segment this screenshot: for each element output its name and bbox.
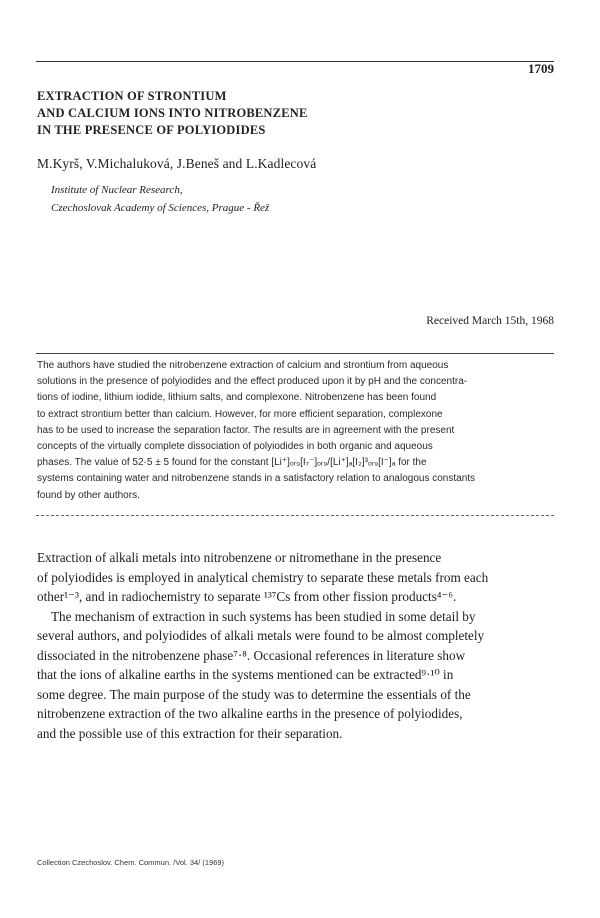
body-line: dissociated in the nitrobenzene phase⁷·⁸. Occasional references in literature show [37, 647, 466, 663]
abstract-top-rule [36, 353, 554, 354]
body-line: The mechanism of extraction in such systems has been studied in some detail by [51, 608, 476, 624]
title-line: IN THE PRESENCE OF POLYIODIDES [37, 123, 266, 137]
abstract-line: to extract strontium better than calcium. However, for more efficient separation, complexone [37, 408, 443, 420]
abstract-line: The authors have studied the nitrobenzene extraction of calcium and strontium from aqueous [37, 360, 449, 371]
header-rule [36, 61, 554, 62]
abstract-line: tions of iodine, lithium iodide, lithium salts, and complexone. Nitrobenzene has been found [37, 392, 437, 404]
abstract-line: systems containing water and nitrobenzene stands in a satisfactory relation to analogous constants [37, 473, 476, 485]
abstract [37, 358, 553, 504]
affiliation-line: Czechoslovak Academy of Sciences, Prague - Řež [51, 202, 270, 214]
body-line: some degree. The main purpose of the study was to determine the essentials of the [37, 686, 471, 702]
body-line: Extraction of alkali metals into nitrobenzene or nitromethane in the presence [37, 550, 442, 565]
article-title [37, 88, 507, 139]
journal-footer: Collection Czechoslov. Chem. Commun. /Vol. 34/ (1969) [37, 858, 225, 867]
abstract-line: concepts of the virtually complete dissociation of polyiodides in both organic and aqueous [37, 441, 433, 453]
abstract-line: has to be used to increase the separation factor. The results are in agreement with the present [37, 424, 455, 436]
affiliation-line: Institute of Nuclear Research, [51, 184, 183, 196]
page-number: 1709 [528, 61, 554, 76]
title-line: EXTRACTION OF STRONTIUM [37, 89, 227, 103]
body-line: other¹⁻³, and in radiochemistry to separate ¹³⁷Cs from other fission products⁴⁻⁶. [37, 589, 457, 604]
body-line: several authors, and polyiodides of alkali metals were found to be almost completely [37, 628, 485, 643]
abstract-line: phases. The value of 52·5 ± 5 found for the constant [Li⁺]ₒᵣ₉[I₇⁻]ₒᵣ₉/[Li⁺]ₐ[I₂]³ₒᵣ₉[I⁻]ₐ for the [37, 457, 427, 469]
body-line: and the possible use of this extraction for their separation. [37, 725, 343, 741]
body-line: nitrobenzene extraction of the two alkaline earths in the presence of polyiodides, [37, 706, 463, 721]
received-date: Received March 15th, 1968 [426, 315, 554, 327]
author-list: M.Kyrš, V.Michaluková, J.Beneš and L.Kadlecová [37, 156, 317, 171]
abstract-line: solutions in the presence of polyiodides and the effect produced upon it by pH and the concentra- [37, 376, 468, 388]
affiliation [51, 181, 551, 217]
body-text [37, 548, 553, 743]
abstract-line: found by other authors. [37, 489, 140, 501]
body-line: of polyiodides is employed in analytical chemistry to separate these metals from each [37, 569, 489, 585]
body-line: that the ions of alkaline earths in the systems mentioned can be extracted⁹·¹⁰ in [37, 667, 454, 682]
title-line: AND CALCIUM IONS INTO NITROBENZENE [37, 106, 308, 120]
abstract-bottom-rule [36, 515, 554, 516]
